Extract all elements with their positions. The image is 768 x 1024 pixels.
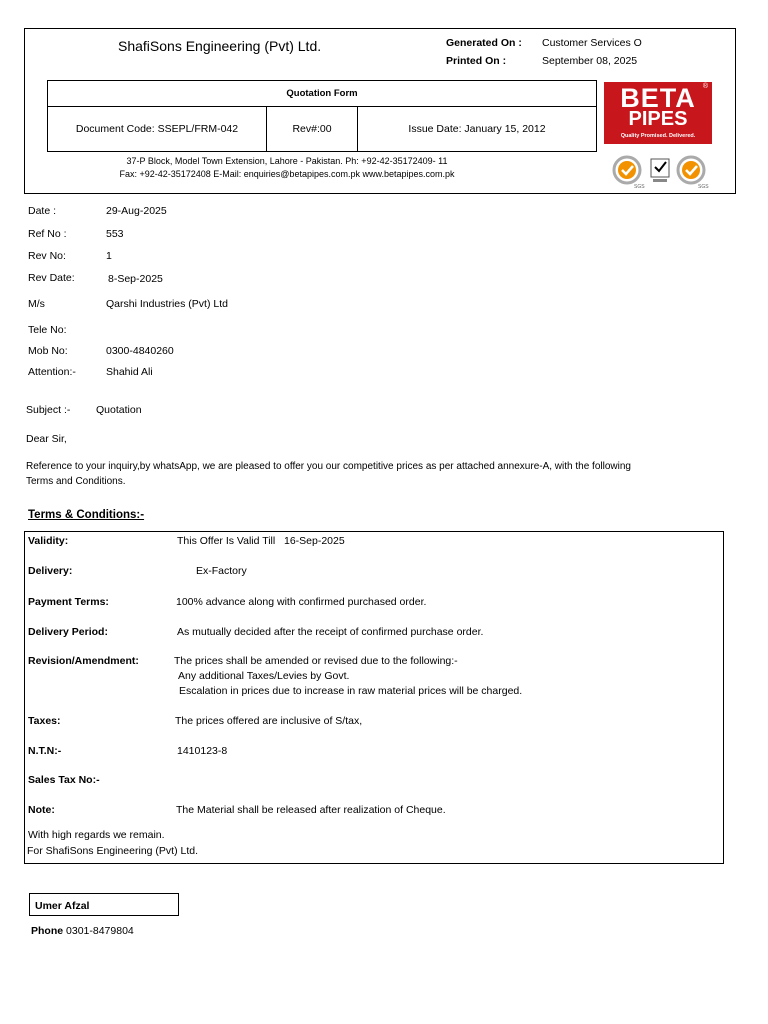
delivery-label: Delivery: xyxy=(28,565,73,577)
registered-mark: ® xyxy=(702,83,708,90)
validity-label: Validity: xyxy=(28,535,69,547)
mob-no-value: 0300-4840260 xyxy=(106,345,174,357)
signatory-name: Umer Afzal xyxy=(29,893,179,916)
delivery-period-value: As mutually decided after the receipt of confirmed purchase order. xyxy=(177,626,484,638)
payment-terms-value: 100% advance along with confirmed purchased order. xyxy=(176,596,427,608)
company-name: ShafiSons Engineering (Pvt) Ltd. xyxy=(118,38,322,54)
delivery-value: Ex-Factory xyxy=(196,565,247,577)
phone-value: 0301-8479804 xyxy=(66,925,134,937)
customer-label: M/s xyxy=(28,298,45,310)
revision-line-1: The prices shall be amended or revised due to the following:- xyxy=(174,655,458,667)
ref-no-label: Ref No : xyxy=(28,228,67,240)
logo-tagline: Quality Promised. Delivered. xyxy=(620,133,696,139)
note-value: The Material shall be released after realization of Cheque. xyxy=(176,804,446,816)
logo-line-2: PIPES xyxy=(628,108,688,130)
taxes-label: Taxes: xyxy=(28,715,61,727)
rev-date-label: Rev Date: xyxy=(28,272,75,284)
ukas-certification-icon xyxy=(648,155,672,189)
form-title: Quotation Form xyxy=(48,81,597,107)
generated-label: Generated On : xyxy=(446,37,522,49)
ntn-value: 1410123-8 xyxy=(177,745,228,757)
rev-no-value: 1 xyxy=(106,250,112,262)
address-line-1: 37-P Block, Model Town Extension, Lahore - Pakistan. Ph: +92-42-35172409- 11 xyxy=(126,156,448,166)
revision-number: Rev#:00 xyxy=(267,107,358,152)
customer-value: Qarshi Industries (Pvt) Ltd xyxy=(106,298,228,310)
validity-value: This Offer Is Valid Till 16-Sep-2025 xyxy=(177,535,345,547)
revision-line-3: Escalation in prices due to increase in raw material prices will be charged. xyxy=(179,685,523,697)
sgs-certification-icon xyxy=(612,155,645,190)
intro-line-1: Reference to your inquiry,by whatsApp, we are pleased to offer you our competitive prices as per attached annexure-A, with the following xyxy=(26,461,631,472)
generated-value: Customer Services O xyxy=(542,37,642,49)
rev-date-value: 8-Sep-2025 xyxy=(108,273,163,285)
date-value: 29-Aug-2025 xyxy=(106,205,167,217)
mob-no-label: Mob No: xyxy=(28,345,68,357)
intro-line-2: Terms and Conditions. xyxy=(26,476,126,487)
closing-line-1: With high regards we remain. xyxy=(28,829,165,841)
issue-date: Issue Date: January 15, 2012 xyxy=(358,107,597,152)
ref-no-value: 553 xyxy=(106,228,124,240)
terms-heading: Terms & Conditions:- xyxy=(28,509,145,521)
phone-row xyxy=(31,925,134,937)
logo-line-1: BETA xyxy=(620,83,696,113)
ntn-label: N.T.N:- xyxy=(28,745,62,757)
address-line-2: Fax: +92-42-35172408 E-Mail: enquiries@betapipes.com.pk www.betapipes.com.pk xyxy=(119,169,455,179)
revision-label: Revision/Amendment: xyxy=(28,655,139,667)
rev-no-label: Rev No: xyxy=(28,250,66,262)
document-code: Document Code: SSEPL/FRM-042 xyxy=(48,107,267,152)
delivery-period-label: Delivery Period: xyxy=(28,626,108,638)
payment-terms-label: Payment Terms: xyxy=(28,596,109,608)
taxes-value: The prices offered are inclusive of S/tax, xyxy=(175,715,363,727)
salutation: Dear Sir, xyxy=(26,433,67,445)
beta-pipes-logo xyxy=(604,82,712,144)
company-address xyxy=(47,155,527,181)
closing-line-2: For ShafiSons Engineering (Pvt) Ltd. xyxy=(27,845,199,857)
phone-label: Phone xyxy=(31,925,64,937)
printed-label: Printed On : xyxy=(446,55,507,67)
revision-line-2: Any additional Taxes/Levies by Govt. xyxy=(178,670,350,682)
subject-label: Subject :- xyxy=(26,404,71,416)
attention-value: Shahid Ali xyxy=(106,366,153,378)
quotation-form-table xyxy=(47,80,597,152)
date-label: Date : xyxy=(28,205,57,217)
svg-text:SGS: SGS xyxy=(634,184,645,190)
printed-value: September 08, 2025 xyxy=(542,55,638,67)
subject-value: Quotation xyxy=(96,404,142,416)
sgs-certification-icon-2 xyxy=(676,155,709,190)
note-label: Note: xyxy=(28,804,55,816)
attention-label: Attention:- xyxy=(28,366,76,378)
sales-tax-label: Sales Tax No:- xyxy=(28,774,100,786)
tele-no-label: Tele No: xyxy=(28,324,67,336)
svg-text:SGS: SGS xyxy=(698,184,709,190)
